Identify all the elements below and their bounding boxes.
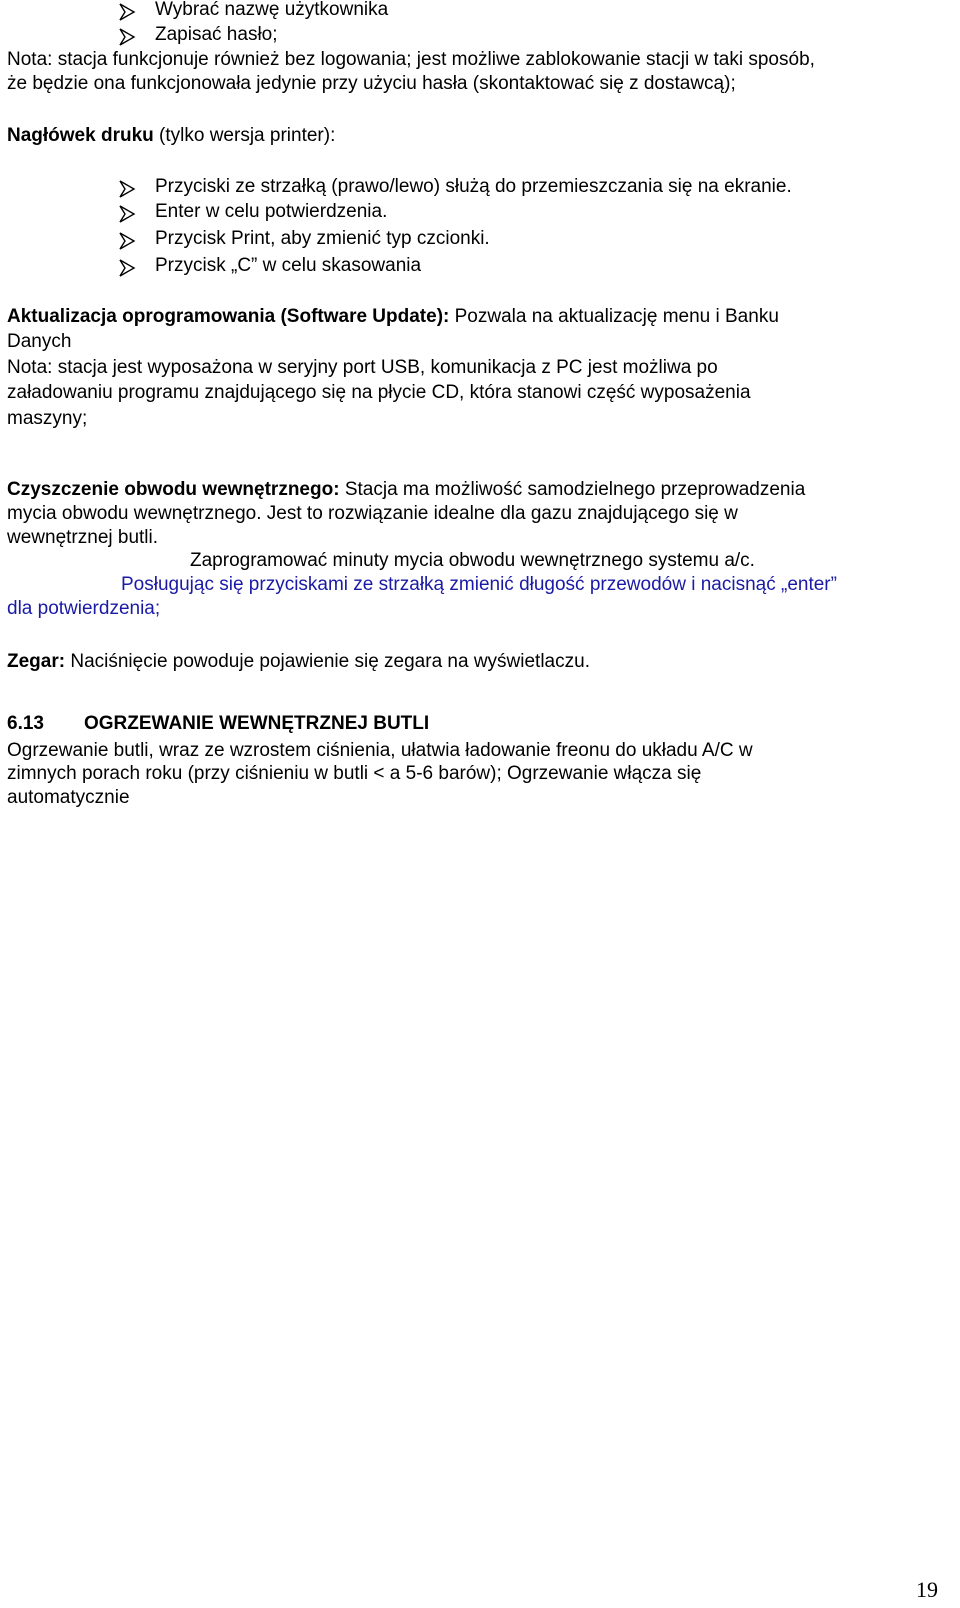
aktualizacja-label: Aktualizacja oprogramowania (Software Update): bbox=[7, 306, 450, 327]
bullet-item: Przyciski ze strzałką (prawo/lewo) służą do przemieszczania się na ekranie. bbox=[155, 176, 792, 197]
nota-line: Nota: stacja jest wyposażona w seryjny port USB, komunikacja z PC jest możliwa po bbox=[7, 357, 718, 378]
section-number: 6.13 bbox=[7, 713, 44, 734]
section-text-line: zimnych porach roku (przy ciśnieniu w butli < a 5-6 barów); Ogrzewanie włącza się bbox=[7, 763, 702, 784]
arrowhead-bullet-icon bbox=[118, 28, 136, 46]
zegar-label: Zegar: bbox=[7, 651, 66, 672]
arrowhead-bullet-icon bbox=[118, 205, 136, 223]
arrowhead-bullet-icon bbox=[118, 180, 136, 198]
nota-line: Nota: stacja funkcjonuje również bez logowania; jest możliwe zablokowanie stacji w taki sposób, bbox=[7, 49, 815, 70]
aktualizacja-text: Pozwala na aktualizację menu i Banku bbox=[449, 306, 779, 327]
czyszczenie-label: Czyszczenie obwodu wewnętrznego: bbox=[7, 479, 340, 500]
section-text-line: Ogrzewanie butli, wraz ze wzrostem ciśnienia, ułatwia ładowanie freonu do układu A/C w bbox=[7, 740, 753, 761]
aktualizacja-line: Danych bbox=[7, 331, 72, 352]
section-text-line: automatycznie bbox=[7, 787, 130, 808]
aktualizacja-paragraph bbox=[7, 305, 779, 329]
bullet-item: Wybrać nazwę użytkownika bbox=[155, 0, 389, 20]
arrowhead-bullet-icon bbox=[118, 232, 136, 250]
naglowek-paragraph bbox=[7, 124, 335, 148]
naglowek-label: Nagłówek druku bbox=[7, 125, 154, 146]
bullet-item: Przycisk „C” w celu skasowania bbox=[155, 255, 422, 276]
zegar-text: Naciśnięcie powoduje pojawienie się zegara na wyświetlaczu. bbox=[65, 651, 590, 672]
section-title: OGRZEWANIE WEWNĘTRZNEJ BUTLI bbox=[84, 713, 430, 734]
czyszczenie-paragraph bbox=[7, 478, 805, 502]
page-number: 19 bbox=[916, 1577, 938, 1602]
bullet-item: Przycisk Print, aby zmienić typ czcionki. bbox=[155, 228, 490, 249]
czyszczenie-instruction: Zaprogramować minuty mycia obwodu wewnętrznego systemu a/c. bbox=[190, 550, 755, 571]
naglowek-text: (tylko wersja printer): bbox=[153, 125, 336, 146]
nota-line: załadowaniu programu znajdującego się na płycie CD, która stanowi część wyposażenia bbox=[7, 382, 751, 403]
czyszczenie-blue-line: Posługując się przyciskami ze strzałką zmienić długość przewodów i nacisnąć „enter” bbox=[121, 574, 837, 595]
bullet-item: Zapisać hasło; bbox=[155, 24, 278, 45]
nota-line: że będzie ona funkcjonowała jedynie przy użyciu hasła (skontaktować się z dostawcą); bbox=[7, 73, 736, 94]
czyszczenie-blue-line: dla potwierdzenia; bbox=[7, 598, 161, 619]
czyszczenie-text: Stacja ma możliwość samodzielnego przeprowadzenia bbox=[339, 479, 806, 500]
zegar-paragraph bbox=[7, 650, 590, 674]
bullet-item: Enter w celu potwierdzenia. bbox=[155, 201, 388, 222]
czyszczenie-line: wewnętrznej butli. bbox=[7, 527, 159, 548]
czyszczenie-line: mycia obwodu wewnętrznego. Jest to rozwiązanie idealne dla gazu znajdującego się w bbox=[7, 503, 738, 524]
nota-line: maszyny; bbox=[7, 408, 88, 429]
arrowhead-bullet-icon bbox=[118, 3, 136, 21]
arrowhead-bullet-icon bbox=[118, 259, 136, 277]
